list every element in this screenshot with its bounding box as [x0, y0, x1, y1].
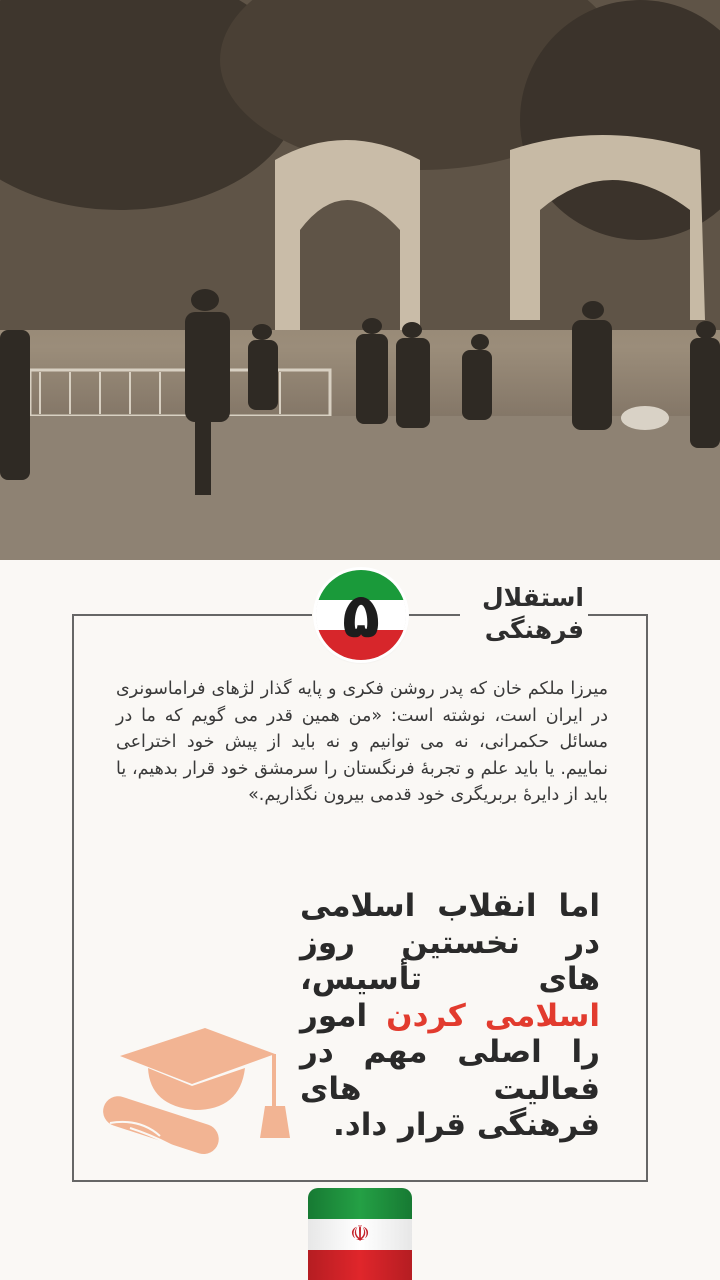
graduation-cap-diploma-icon — [100, 1028, 310, 1168]
highlight-text — [300, 888, 600, 1144]
highlight-accent: اسلامی کردن — [386, 997, 600, 1034]
heading-line-2: فرهنگی — [484, 615, 584, 644]
frame-top-left-line — [72, 614, 312, 616]
emblem-number: ۵ — [342, 578, 380, 652]
frame-right-line — [646, 614, 648, 1182]
historic-photo — [0, 0, 720, 560]
number-emblem — [316, 570, 406, 660]
section-heading — [460, 582, 588, 646]
quote-paragraph: میرزا ملکم خان که پدر روشن فکری و پایه گذار لژهای فراماسونری در ایران است، نوشته است: «من همین قدر می گویم که ما در مسائل حکمرانی، نه می توانیم و نه باید از پیش خود اختراعی نماییم. یا باید علم و تجربهٔ فرنگستان را سرمشق خود قرار بدهیم، یا باید از دایرهٔ بربریگری خود قدمی بیرون نگذاریم.» — [116, 679, 608, 805]
highlight-part-2: امور را اصلی مهم در فعالیت های فرهنگی قرار داد. — [300, 997, 600, 1143]
iran-flag-icon: ☫ — [308, 1188, 412, 1280]
highlight-part-1: اما انقلاب اسلامی در نخستین روز های تأسیس، — [300, 888, 600, 997]
heading-line-1: استقلال — [481, 583, 584, 612]
